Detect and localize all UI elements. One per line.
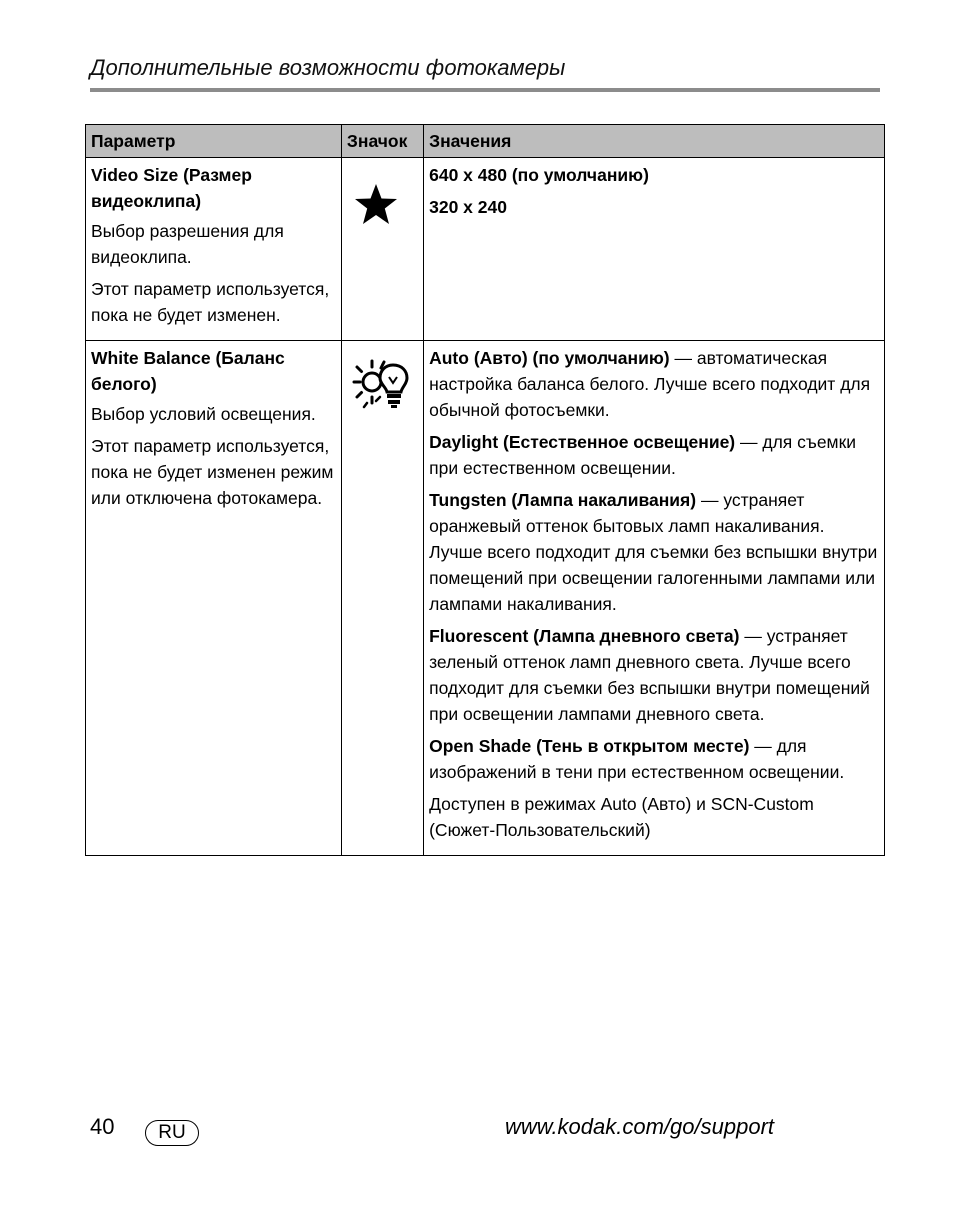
param-cell (86, 158, 342, 341)
column-header-param: Параметр (86, 125, 342, 158)
icon-cell (341, 158, 423, 341)
support-url: www.kodak.com/go/support (505, 1114, 775, 1139)
value-option: 640 x 480 (по умолчанию) (429, 165, 649, 185)
value-option: 320 x 240 (429, 197, 507, 217)
white-balance-auto-icon (352, 357, 412, 411)
values-cell (424, 341, 885, 856)
param-title: Video Size (Размер видеоклипа) (91, 165, 252, 211)
header-rule (90, 88, 880, 92)
page-number: 40 (90, 1114, 115, 1139)
param-description: Выбор условий освещения. (91, 404, 316, 424)
values-cell (424, 158, 885, 341)
parameters-table (85, 124, 885, 856)
value-option: Fluorescent (Лампа дневного света) — устраняет зеленый оттенок ламп дневного света. Лучше всего подходит для съемки без вспышки внутри помещений при освещении лампами дневного света. (429, 626, 870, 724)
icon-cell (341, 341, 423, 856)
column-header-icon: Значок (341, 125, 423, 158)
star-icon (353, 182, 399, 226)
table-header-row (86, 125, 885, 158)
value-note: Доступен в режимах Auto (Авто) и SCN-Custom (Сюжет-Пользовательский) (429, 794, 814, 840)
value-option: Auto (Авто) (по умолчанию) — автоматическая настройка баланса белого. Лучше всего подходит для обычной фотосъемки. (429, 348, 871, 420)
param-description: Этот параметр используется, пока не будет изменен. (91, 279, 330, 325)
param-cell (86, 341, 342, 856)
value-option: Open Shade (Тень в открытом месте) — для изображений в тени при естественном освещении. (429, 736, 845, 782)
param-title: White Balance (Баланс белого) (91, 348, 285, 394)
table-row (86, 341, 885, 856)
language-badge: RU (145, 1120, 199, 1146)
value-option: Daylight (Естественное освещение) — для съемки при естественном освещении. (429, 432, 857, 478)
value-option: Tungsten (Лампа накаливания) — устраняет оранжевый оттенок бытовых ламп накаливания. Лучше всего подходит для съемки без вспышки внутри помещений при освещении галогенными лампами или лампами накаливания. (429, 490, 878, 614)
param-description: Этот параметр используется, пока не будет изменен режим или отключена фотокамера. (91, 436, 334, 508)
page-header-title: Дополнительные возможности фотокамеры (90, 55, 566, 80)
column-header-values: Значения (424, 125, 885, 158)
table-row (86, 158, 885, 341)
param-description: Выбор разрешения для видеоклипа. (91, 221, 284, 267)
